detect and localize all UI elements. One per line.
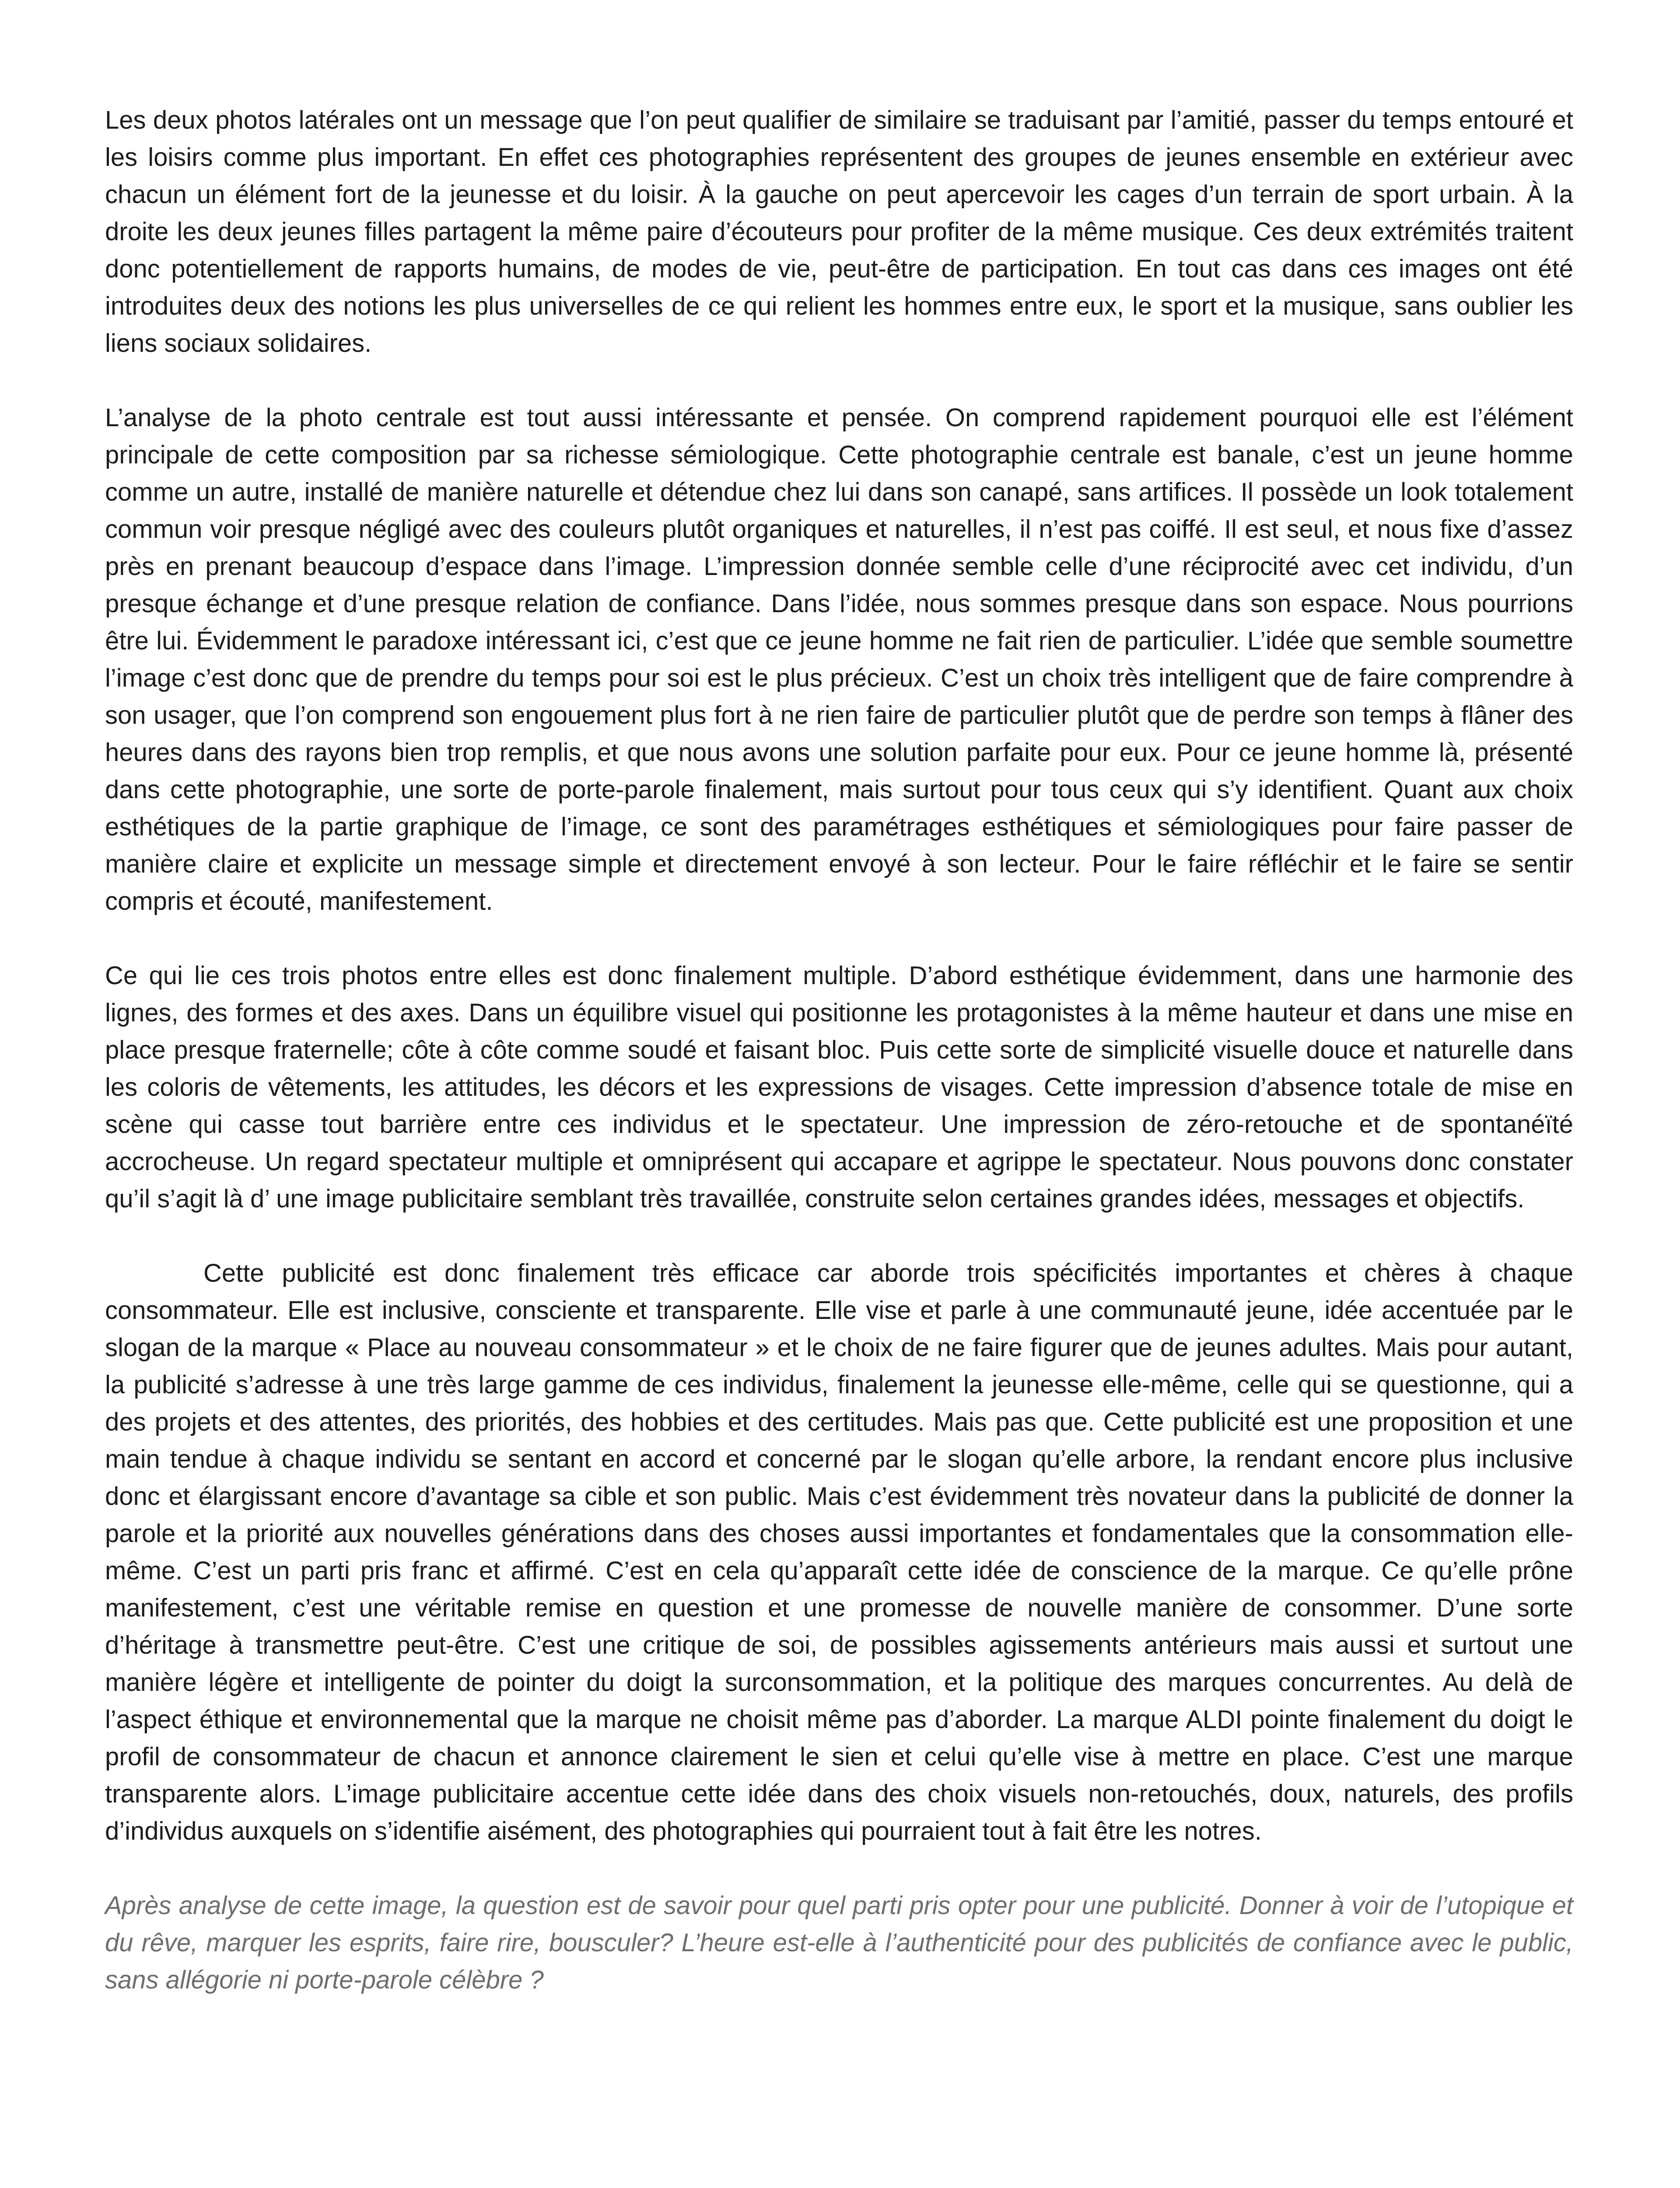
conclusion-paragraph: Après analyse de cette image, la question est de savoir pour quel parti pris opter pour une publicité. Donner à voir de l’utopique et du rêve, marquer les esprits, faire rire, bousculer? L’heure est-elle à l’authenticité pour des publicités de confiance avec le public, sans allégorie ni porte-parole célèbre ?: [105, 1891, 1573, 1994]
paragraph-three-photos-link: Ce qui lie ces trois photos entre elles est donc finalement multiple. D’abord esthétique évidemment, dans une harmonie des lignes, des formes et des axes. Dans un équilibre visuel qui positionne les protagonistes à la même hauteur et dans une mise en place presque fraternelle; côte à côte comme soudé et faisant bloc. Puis cette sorte de simplicité visuelle douce et naturelle dans les coloris de vêtements, les attitudes, les décors et les expressions de visages. Cette impression d’absence totale de mise en scène qui casse tout barrière entre ces individus et le spectateur. Une impression de zéro-retouche et de spontanéïté accrocheuse. Un regard spectateur multiple et omniprésent qui accapare et agrippe le spectateur. Nous pouvons donc constater qu’il s’agit là d’ une image publicitaire semblant très travaillée, construite selon certaines grandes idées, messages et objectifs.: [105, 961, 1573, 1213]
paragraph-central-photo: L’analyse de la photo centrale est tout aussi intéressante et pensée. On comprend rapidement pourquoi elle est l’élément principale de cette composition par sa richesse sémiologique. Cette photographie centrale est banale, c’est un jeune homme comme un autre, installé de manière naturelle et détendue chez lui dans son canapé, sans artifices. Il possède un look totalement commun voir presque négligé avec des couleurs plutôt organiques et naturelles, il n’est pas coiffé. Il est seul, et nous fixe d’assez près en prenant beaucoup d’espace dans l’image. L’impression donnée semble celle d’une réciprocité avec cet individu, d’un presque échange et d’une presque relation de confiance. Dans l’idée, nous sommes presque dans son espace. Nous pourrions être lui. Évidemment le paradoxe intéressant ici, c’est que ce jeune homme ne fait rien de particulier. L’idée que semble soumettre l’image c’est donc que de prendre du temps pour soi est le plus précieux. C’est un choix très intelligent que de faire comprendre à son usager, que l’on comprend son engouement plus fort à ne rien faire de particulier plutôt que de perdre son temps à flâner des heures dans des rayons bien trop remplis, et que nous avons une solution parfaite pour eux. Pour ce jeune homme là, présenté dans cette photographie, une sorte de porte-parole finalement, mais surtout pour tous ceux qui s’y identifient. Quant aux choix esthétiques de la partie graphique de l’image, ce sont des paramétrages esthétiques et sémiologiques pour faire passer de manière claire et explicite un message simple et directement envoyé à son lecteur. Pour le faire réfléchir et le faire se sentir compris et écouté, manifestement.: [105, 403, 1573, 915]
document-page: [105, 102, 1573, 1999]
paragraph-lateral-photos: Les deux photos latérales ont un message que l’on peut qualifier de similaire se traduisant par l’amitié, passer du temps entouré et les loisirs comme plus important. En effet ces photographies représentent des groupes de jeunes ensemble en extérieur avec chacun un élément fort de la jeunesse et du loisir. À la gauche on peut apercevoir les cages d’un terrain de sport urbain. À la droite les deux jeunes filles partagent la même paire d’écouteurs pour profiter de la même musique. Ces deux extrémités traitent donc potentiellement de rapports humains, de modes de vie, peut-être de participation. En tout cas dans ces images ont été introduites deux des notions les plus universelles de ce qui relient les hommes entre eux, le sport et la musique, sans oublier les liens sociaux solidaires.: [105, 106, 1573, 358]
paragraph-advertising-efficiency: Cette publicité est donc finalement très efficace car aborde trois spécificités importantes et chères à chaque consommateur. Elle est inclusive, consciente et transparente. Elle vise et parle à une communauté jeune, idée accentuée par le slogan de la marque « Place au nouveau consommateur » et le choix de ne faire figurer que de jeunes adultes. Mais pour autant, la publicité s’adresse à une très large gamme de ces individus, finalement la jeunesse elle-même, celle qui se questionne, qui a des projets et des attentes, des priorités, des hobbies et des certitudes. Mais pas que. Cette publicité est une proposition et une main tendue à chaque individu se sentant en accord et concerné par le slogan qu’elle arbore, la rendant encore plus inclusive donc et élargissant encore d’avantage sa cible et son public. Mais c’est évidemment très novateur dans la publicité de donner la parole et la priorité aux nouvelles générations dans des choses aussi importantes et fondamentales que la consommation elle-même. C’est un parti pris franc et affirmé. C’est en cela qu’apparaît cette idée de conscience de la marque. Ce qu’elle prône manifestement, c’est une véritable remise en question et une promesse de nouvelle manière de consommer. D’une sorte d’héritage à transmettre peut-être. C’est une critique de soi, de possibles agissements antérieurs mais aussi et surtout une manière légère et intelligente de pointer du doigt la surconsommation, et la politique des marques concurrentes. Au delà de l’aspect éthique et environnemental que la marque ne choisit même pas d’aborder. La marque ALDI pointe finalement du doigt le profil de consommateur de chacun et annonce clairement le sien et celui qu’elle vise à mettre en place. C’est une marque transparente alors. L’image publicitaire accentue cette idée dans des choix visuels non-retouchés, doux, naturels, des profils d’individus auxquels on s’identifie aisément, des photographies qui pourraient tout à fait être les notres.: [105, 1259, 1573, 1845]
